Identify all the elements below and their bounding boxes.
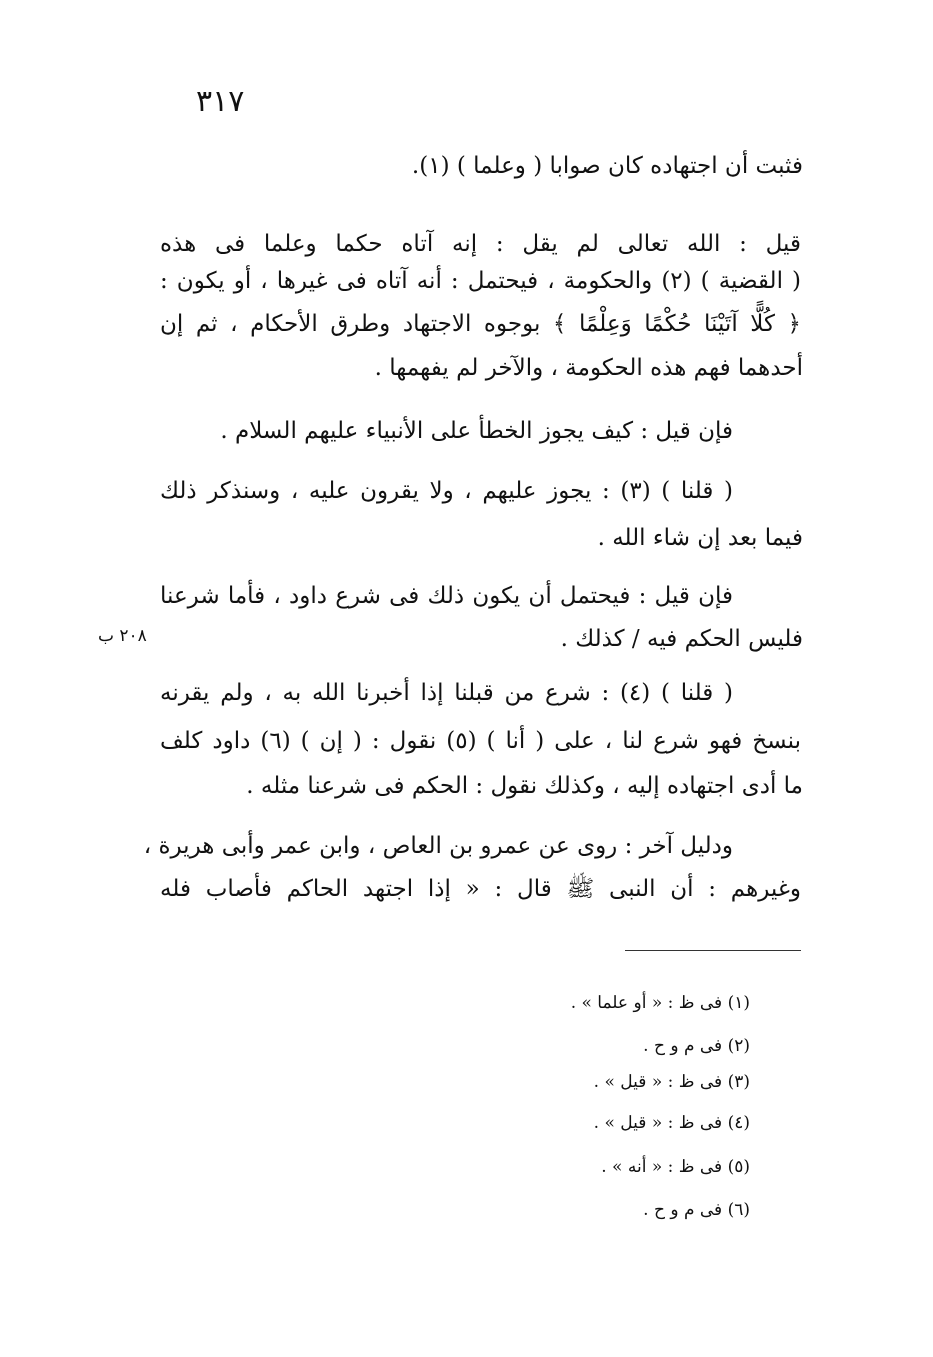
text-line: ( القضية ) (٢) والحكومة ، فيحتمل : أنه آتاه فى غيرها ، أو يكون : — [160, 268, 801, 294]
text-line: فإن قيل : كيف يجوز الخطأ على الأنبياء عليهم السلام . — [220, 418, 733, 444]
text-line: فإن قيل : فيحتمل أن يكون ذلك فى شرع داود ، فأما شرعنا — [160, 583, 733, 609]
text-line: قيل : الله تعالى لم يقل : إنه آتاه حكما وعلما فى هذه — [160, 231, 801, 257]
text-line: وغيرهم : أن النبى ﷺ قال : « إذا اجتهد الحاكم فأصاب فله — [160, 876, 801, 902]
text-line: فيما بعد إن شاء الله . — [597, 525, 803, 551]
footnote: (٥) فى ظ : « أنه » . — [601, 1157, 750, 1177]
footnote: (٢) فى م و ح . — [643, 1036, 750, 1056]
text-line: ( قلنا ) (٤) : شرع من قبلنا إذا أخبرنا الله به ، ولم يقرنه — [160, 680, 733, 706]
text-line: ما أدى اجتهاده إليه ، وكذلك نقول : الحكم فى شرعنا مثله . — [246, 773, 803, 799]
text-line: أحدهما فهم هذه الحكومة ، والآخر لم يفهمها . — [374, 355, 803, 381]
text-line: ودليل آخر : روى عن عمرو بن العاص ، وابن عمر وأبى هريرة ، — [143, 833, 733, 859]
footnote: (٣) فى ظ : « قيل » . — [593, 1072, 750, 1092]
text-line: بنسخ فهو شرع لنا ، على ( أنا ) (٥) نقول : ( إن ) (٦) داود كلف — [160, 728, 802, 754]
page-number: ٣١٧ — [196, 84, 245, 119]
text-line: ﴿ كُلًّا آتَيْنَا حُكْمًا وَعِلْمًا ﴾ بوجوه الاجتهاد وطرق الأحكام ، ثم إن — [160, 311, 801, 337]
footnote: (١) فى ظ : « أو علما » . — [570, 993, 750, 1013]
margin-folio-note: ٢٠٨ ب — [98, 626, 147, 646]
footnote: (٤) فى ظ : « قيل » . — [593, 1113, 750, 1133]
text-line: فليس الحكم فيه / كذلك . — [560, 626, 803, 652]
text-line: ( قلنا ) (٣) : يجوز عليهم ، ولا يقرون عليه ، وسنذكر ذلك — [160, 478, 733, 504]
footnote: (٦) فى م و ح . — [643, 1200, 750, 1220]
text-line: فثبت أن اجتهاده كان صوابا ( وعلما ) (١). — [411, 153, 803, 179]
footnote-divider — [625, 950, 801, 951]
